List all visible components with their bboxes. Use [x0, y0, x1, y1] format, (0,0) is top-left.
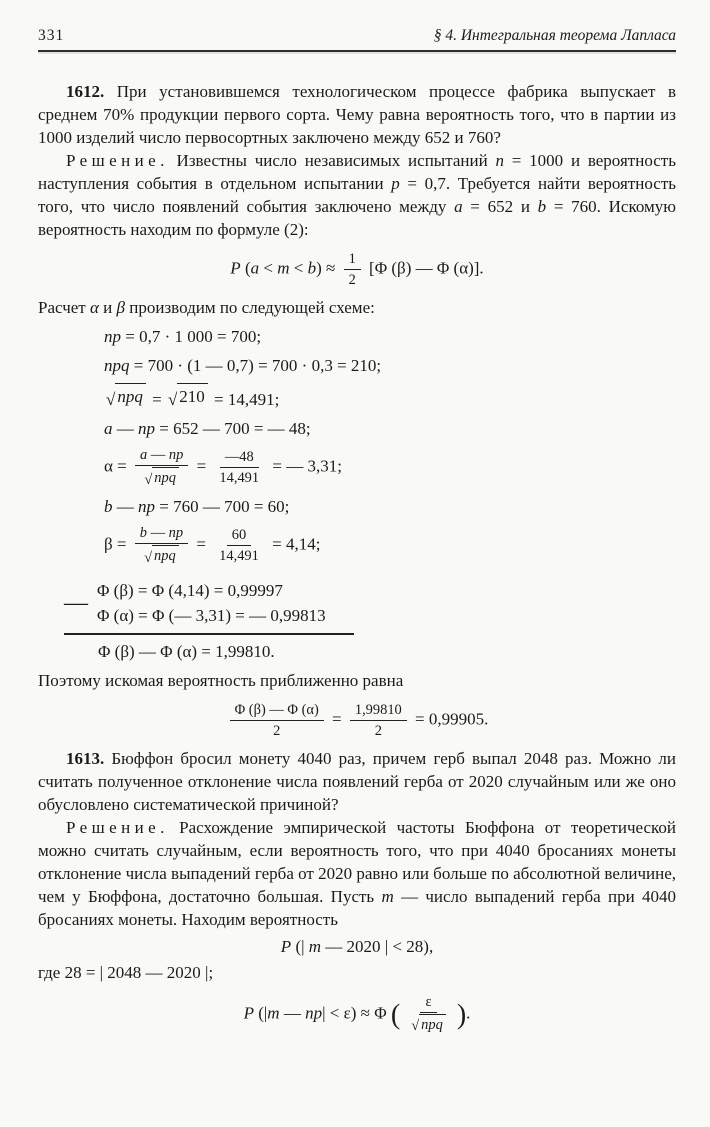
where-28-line: где 28 = | 2048 — 2020 |;: [38, 962, 214, 982]
scheme-line-np: np = 0,7 · 1 000 = 700;: [104, 327, 262, 347]
therefore-text: Поэтому искомая вероятность приближенно равна: [38, 670, 404, 690]
phi-alpha-value-line: Φ (α) = Φ (— 3,31) = — 0,99813: [97, 605, 326, 625]
subtraction-rows: [64, 577, 354, 635]
subtraction-block: [64, 577, 354, 663]
page-number: 331: [38, 27, 65, 44]
problem-1613-statement: 1613. Бюффон бросил монету 4040 раз, причем герб выпал 2048 раз. Можно ли считать полученное отклонение числа появлений герба от 2020 случайным или же оно обусловлено систематической причиной?: [38, 748, 676, 814]
solution-1613-text: Решение. Расхождение эмпирической частоты Бюффона от теоретической можно считать случайным, если вероятность того, что при 4040 бросаниях монеты отклонение числа выпадений герба от 2020 равно или больше по абсолютной величине, чем у Бюффона, достаточно большая. Пусть m — число выпадений герба при 4040 бросаниях монеты. Находим вероятность: [38, 817, 677, 929]
calculation-scheme: [104, 325, 676, 566]
epsilon-formula: P (|m — np| < ε) ≈ Φ ( ε √ npq ).: [243, 993, 471, 1035]
result-probability-formula: $\frac{\Phi (\beta) — \Phi (\alpha)}{2}$ = $\frac{1,99810}{2}$ = 0,99905.: [38, 701, 676, 740]
phi-beta-value-line: Φ (β) = Φ (4,14) = 0,99997: [97, 580, 283, 600]
probability-m-formula: P (| m — 2020 | < 28),: [280, 936, 434, 956]
scheme-line-alpha: α = a — np √ npq = $\frac{—48}{14,491}$ = — 3,31;: [104, 447, 342, 488]
laplace-formula: P (a < m < b) ≈ $\frac{1}{2}$ [Φ (β) — Φ (α)].: [230, 251, 484, 289]
scheme-line-beta: β = b — np √ npq = $\frac{60}{14,491}$ = 4,14;: [104, 524, 321, 566]
scheme-line-b-minus-np: b — np = 760 — 700 = 60;: [104, 496, 290, 516]
calc-scheme-intro: Расчет α и β производим по следующей схеме:: [38, 298, 375, 318]
section-title: § 4. Интегральная теорема Лапласа: [433, 27, 676, 44]
problem-1612-statement: 1612. При установившемся технологическом процессе фабрика выпускает в среднем 70% продукции первого сорта. Чему равна вероятность того, что в партии из 1000 изделий число первосортных заключено между 652 и 760?: [38, 82, 676, 147]
scheme-line-npq: npq = 700 · (1 — 0,7) = 700 · 0,3 = 210;: [104, 356, 382, 376]
page-header: [38, 24, 676, 50]
subtraction-result-line: Φ (β) — Φ (α) = 1,99810.: [98, 641, 275, 661]
scheme-line-sqrt-npq: √ npq = √ 210 = 14,491;: [104, 383, 676, 411]
minus-sign: —: [64, 589, 88, 616]
header-rule: [38, 50, 676, 52]
scheme-line-a-minus-np: a — np = 652 — 700 = — 48;: [104, 419, 311, 439]
solution-1612-text: Решение. Известны число независимых испытаний n = 1000 и вероятность наступления события в отдельном испытании p = 0,7. Требуется найти вероятность того, что число появлений события заключено между a = 652 и b = 760. Искомую вероятность находим по формуле (2):: [38, 151, 676, 239]
